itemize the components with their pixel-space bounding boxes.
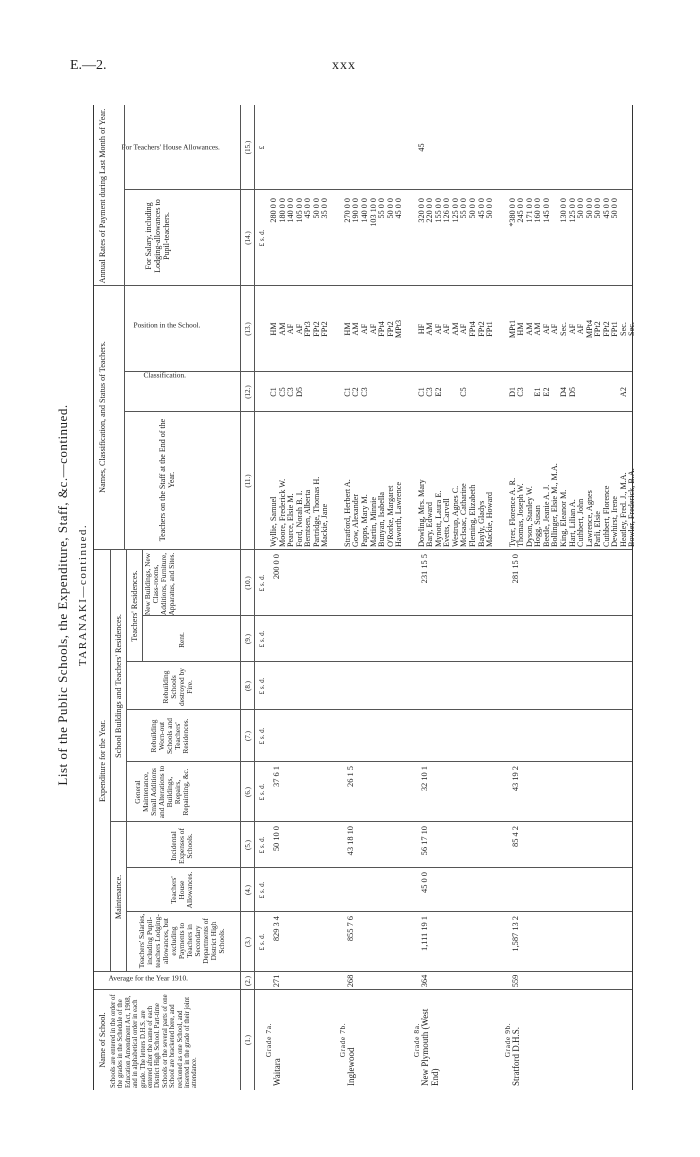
teacher-classification: C3 <box>359 387 369 397</box>
units-col4: £ s. d. <box>258 881 266 899</box>
amount-maintenance: 43 19 2 <box>510 766 520 792</box>
teacher-salary: 50 0 0 <box>610 198 620 219</box>
amount-new_buildings: 200 0 0 <box>272 554 281 580</box>
colnum-12: (12.) <box>244 385 252 399</box>
teacher-position: FPt1 <box>485 321 495 337</box>
teacher-classification: C3 <box>286 387 296 397</box>
header-col9: Rent. <box>177 632 186 648</box>
header-expenditure: Expenditure for the Year. <box>98 719 107 803</box>
teacher-position: AM <box>425 322 435 336</box>
teacher-name: Westrup, Agnes C. <box>450 485 460 547</box>
amount-salaries: 829 3 4 <box>272 916 281 942</box>
amount-maintenance: 32 10 1 <box>419 766 429 792</box>
teacher-salary: 190 0 0 <box>351 198 361 223</box>
amount-incidental: 56 17 10 <box>419 826 429 856</box>
teacher-classification: C3 <box>516 387 526 397</box>
header-residences: Teachers' Residences. <box>130 570 139 642</box>
teacher-salary: 320 0 0 <box>416 198 426 223</box>
grade-label: Grade 7b. <box>337 1022 347 1058</box>
teacher-name: Haworth, Lawrence <box>394 481 404 547</box>
teacher-name: Dyson, Stanley W. <box>524 486 534 547</box>
teacher-name: Fleming, Elizabeth <box>468 484 477 547</box>
teacher-name: Tyrer, Florence A. R. <box>507 477 517 547</box>
teacher-name: Cuthbert, Florence <box>601 485 611 547</box>
teacher-salary: 125 0 0 <box>450 198 460 223</box>
header-col12: Classification. <box>143 370 186 380</box>
teacher-name: Partridge, Thomas H. <box>311 476 321 547</box>
teacher-salary: 55 0 0 <box>377 198 387 219</box>
teacher-name: Parli, Elsie <box>593 511 603 547</box>
teacher-salary: 140 0 0 <box>359 198 369 223</box>
colnum-7: (7.) <box>244 731 252 741</box>
average-attendance: 364 <box>419 974 429 988</box>
teacher-salary: 45 0 0 <box>394 198 404 219</box>
amount-incidental: 43 18 10 <box>345 826 355 856</box>
teacher-position: AF <box>576 323 586 335</box>
teacher-position: FPt2 <box>320 321 330 337</box>
teacher-position: FPt1 <box>610 321 620 337</box>
teacher-name: Dewhirst, Irene <box>610 496 620 547</box>
header-col4: Teachers' House Allowances. <box>169 871 194 909</box>
school-name: Inglewood <box>345 1047 356 1086</box>
teacher-position: Sec. <box>558 322 568 336</box>
average-attendance: 559 <box>510 974 520 988</box>
teacher-classification: D5 <box>567 387 577 398</box>
page-number: xxx <box>332 58 356 73</box>
teacher-name: O'Rorke, Margaret <box>385 485 395 547</box>
colnum-1: (1.) <box>244 1035 252 1045</box>
teacher-classification: E1 <box>533 387 543 397</box>
colnum-3: (3.) <box>244 937 252 947</box>
teacher-salary: 105 0 0 <box>294 198 304 223</box>
school-name: Waitara <box>272 1058 282 1086</box>
teacher-position: AF <box>368 323 378 335</box>
teacher-salary: 50 0 0 <box>468 198 477 219</box>
amount-maintenance: 37 6 1 <box>272 766 281 787</box>
teacher-name: Moore, Frederick W. <box>277 478 287 547</box>
teacher-salary: 126 0 0 <box>442 198 452 223</box>
teacher-salary: 35 0 0 <box>320 198 330 219</box>
amount-salaries: 1,587 13 2 <box>510 916 520 952</box>
teacher-salary: 145 0 0 <box>541 198 551 223</box>
header-school: Name of School. <box>98 1012 107 1068</box>
amount-incidental: 50 10 0 <box>272 826 281 852</box>
teacher-name: Evetts, Carvell <box>442 498 452 547</box>
teacher-position: HM <box>269 322 278 336</box>
teacher-position: AF <box>286 323 296 335</box>
teacher-position: Sec. <box>627 322 637 336</box>
teacher-name: Lawrence, Agnes <box>584 490 594 547</box>
colnum-9: (9.) <box>244 634 252 644</box>
average-attendance: 268 <box>345 974 355 988</box>
teacher-position: AM <box>351 322 361 336</box>
teacher-name: Stratford, Herbert A. <box>342 479 352 547</box>
teacher-salary: 45 0 0 <box>601 198 611 219</box>
teacher-name: Mackie, Jane <box>320 503 330 547</box>
teacher-position: AF <box>294 323 304 335</box>
teacher-house-allowance: 45 <box>416 143 426 152</box>
header-buildings: School Buildings and Teachers' Residences. <box>114 614 123 758</box>
teacher-position: AF <box>459 323 469 335</box>
colnum-2: (2.) <box>244 976 252 986</box>
amount-maintenance: 26 1 5 <box>345 766 355 787</box>
teacher-name: Cuthbert, John <box>576 498 586 547</box>
teacher-name: Papps, Mary M. <box>359 494 369 547</box>
teacher-classification: C5 <box>459 387 469 397</box>
colnum-10: (10.) <box>244 576 252 590</box>
teacher-name: Bary, Edward <box>425 502 435 547</box>
amount-house: 45 0 0 <box>419 872 429 893</box>
teacher-name: Pearce, Elsie M. <box>286 493 296 547</box>
colnum-4: (4.) <box>244 885 252 895</box>
teacher-salary: 55 0 0 <box>459 198 469 219</box>
teacher-salary: 280 0 0 <box>269 198 278 223</box>
units-col15: £ <box>258 145 266 150</box>
units-col14: £ s. d. <box>258 229 266 247</box>
teacher-position: HM <box>516 322 526 336</box>
units-col8: £ s. d. <box>258 677 266 695</box>
teacher-salary: 50 0 0 <box>385 198 395 219</box>
teacher-name: Bunyan, Isabella <box>377 491 387 547</box>
teacher-position: MPt1 <box>507 319 517 339</box>
teacher-salary: *380 0 0 <box>507 198 517 227</box>
colnum-5: (5.) <box>244 840 252 850</box>
teacher-position: HF <box>416 323 426 335</box>
teacher-name: Martin, Minnie <box>368 496 378 547</box>
units-col3: £ s. d. <box>258 933 266 951</box>
teacher-salary: 45 0 0 <box>476 198 486 219</box>
teacher-position: FPt2 <box>385 321 395 337</box>
teacher-classification: C5 <box>277 387 287 397</box>
colnum-15: (15.) <box>244 140 252 155</box>
grade-label: Grade 8a. <box>411 1022 421 1058</box>
teacher-position: HM <box>342 322 352 336</box>
teacher-position: AM <box>524 322 534 336</box>
teacher-name: Mackie, Howard <box>485 491 495 547</box>
teacher-position: AF <box>442 323 452 335</box>
units-col9: £ s. d. <box>258 630 266 648</box>
teacher-salary: 245 0 0 <box>516 198 526 223</box>
teacher-classification: D4 <box>558 387 568 398</box>
units-col7: £ s. d. <box>258 727 266 745</box>
header-school-note: Schools are entered in the order of the grades in the Schedule of the Education Amendment Act, 1908, and in alphabetical order in each grade. The letters D.H.S. are entered after the name of each District High School. Part-time Schools or the several parts of one School are bracketed here, and reckoned as one School, and inserted in the grade of their joint attendance. <box>110 994 199 1088</box>
header-names: Names, Classification, and Status of Teachers. <box>98 341 107 493</box>
teacher-position: FPt2 <box>593 321 603 337</box>
school-name: Stratford D.H.S. <box>510 1027 521 1086</box>
teacher-name: Bowler, Frederick, B.A. <box>627 468 637 547</box>
teacher-classification: C1 <box>416 387 426 397</box>
teacher-salary: 270 0 0 <box>342 198 352 223</box>
teacher-classification: E2 <box>541 387 551 397</box>
amount-new_buildings: 231 15 5 <box>419 554 429 584</box>
teacher-salary: 50 0 0 <box>576 198 586 219</box>
teacher-classification: C1 <box>342 387 352 397</box>
teacher-name: Bayly, Gladys <box>476 500 486 547</box>
header-col14: For Salary, including Lodging-allowances to Pupil-teachers. <box>144 199 171 273</box>
teacher-position: FPt2 <box>476 321 486 337</box>
teacher-name: Hogg, Susan <box>533 505 543 547</box>
teacher-name: Gow, Alexander <box>351 493 361 547</box>
header-col5: Incidental Expenses of Schools. <box>169 828 194 864</box>
teacher-name: Hart, Lilian A. <box>567 499 577 547</box>
header-col8: Rebuilding Schools destroyed by Fire. <box>161 668 194 706</box>
teacher-position: AM <box>533 322 543 336</box>
teacher-salary: 125 0 0 <box>567 198 577 223</box>
teacher-classification: E2 <box>433 387 443 397</box>
units-col5: £ s. d. <box>258 836 266 854</box>
teacher-position: AM <box>277 322 287 336</box>
teacher-name: McIsaac, Catharine <box>459 483 469 547</box>
teacher-name: Wyllie, Samuel <box>269 496 278 547</box>
teacher-salary: 160 0 0 <box>533 198 543 223</box>
header-col3: Teachers' Salaries, including Pupil-teachers Lodging-allowances, but excluding Payments to Teachers in Secondary Departments of District High Schools. <box>137 913 226 969</box>
teacher-salary: 50 0 0 <box>311 198 321 219</box>
expenditure-staff-table <box>93 105 637 1090</box>
header-col6: General Maintenance, Small Additions and Alterations to Buildings, Repairs, Repainting, &c. <box>133 765 190 819</box>
teacher-name: Berntsen, Alberta <box>303 489 313 547</box>
teacher-salary: 140 0 0 <box>286 198 296 223</box>
teacher-classification: C1 <box>269 387 278 397</box>
units-col6: £ s. d. <box>258 783 266 801</box>
teacher-position: FPt3 <box>303 321 313 337</box>
colnum-14: (14.) <box>244 231 252 245</box>
rotated-table-sheet <box>45 90 645 1100</box>
teacher-salary: 50 0 0 <box>485 198 495 219</box>
colnum-13: (13.) <box>244 322 252 336</box>
teacher-name: Beetle, Jeanie A. J. <box>541 484 551 547</box>
teacher-classification: D5 <box>294 387 304 398</box>
teacher-position: FPt4 <box>468 321 477 337</box>
header-annual: Annual Rates of Payment during Last Month of Year. <box>98 108 107 284</box>
teacher-salary: 50 0 0 <box>593 198 603 219</box>
grade-label: Grade 7a. <box>264 1022 273 1058</box>
header-col15: For Teachers' House Allowances. <box>121 142 220 152</box>
teacher-salary: 130 0 0 <box>558 198 568 223</box>
average-attendance: 271 <box>272 974 281 988</box>
teacher-position: FPt2 <box>311 321 321 337</box>
page-subtitle: TARANAKI—continued. <box>77 523 89 667</box>
teacher-name: Heatley, Fred. J., M.A. <box>618 472 628 547</box>
page-code: E.—2. <box>70 58 107 73</box>
header-average: Average for the Year 1910. <box>108 973 188 983</box>
amount-salaries: 1,111 19 1 <box>419 916 429 951</box>
teacher-salary: 171 0 0 <box>524 198 534 223</box>
teacher-position: AM <box>450 322 460 336</box>
school-name: New Plymouth (West End) <box>419 1008 440 1086</box>
teacher-name: Bollinger, Elsie M., M.A. <box>550 463 560 547</box>
header-col11: Teachers on the Staff at the End of the Year. <box>158 418 176 542</box>
teacher-classification: C3 <box>425 387 435 397</box>
teacher-position: AF <box>433 323 443 335</box>
header-maintenance: Maintenance. <box>114 874 123 920</box>
colnum-8: (8.) <box>244 681 252 691</box>
teacher-classification: A2 <box>618 387 628 398</box>
colnum-6: (6.) <box>244 787 252 797</box>
teacher-salary: 180 0 0 <box>277 198 287 223</box>
units-col10: £ s. d. <box>258 574 266 592</box>
colnum-11: (11.) <box>244 474 252 488</box>
teacher-salary: 50 0 0 <box>584 198 594 219</box>
teacher-position: AF <box>541 323 551 335</box>
amount-salaries: 855 7 6 <box>345 916 355 942</box>
teacher-salary: 220 0 0 <box>425 198 435 223</box>
teacher-name: Dowling, Mrs. Mary <box>416 479 426 547</box>
grade-label: Grade 9b. <box>502 1022 512 1058</box>
teacher-classification: D1 <box>507 387 517 398</box>
teacher-salary: 155 0 0 <box>433 198 443 223</box>
teacher-position: Sec. <box>618 322 628 336</box>
teacher-classification: C2 <box>351 387 361 397</box>
header-col13: Position in the School. <box>133 320 201 330</box>
teacher-position: AF <box>359 323 369 335</box>
header-col7: Rebuilding Worn-out Schools and Teachers' Residences. <box>149 718 190 754</box>
teacher-salary: 103 10 0 <box>368 198 378 227</box>
teacher-name: Mynott, Laura E. <box>433 490 443 547</box>
teacher-position: AF <box>567 323 577 335</box>
teacher-position: MPt3 <box>394 319 404 339</box>
teacher-position: MPt4 <box>584 319 594 339</box>
teacher-position: FPt2 <box>601 321 611 337</box>
header-col10: New Buildings, New Class-rooms, Additions, Furniture, Apparatus, and Sites. <box>143 552 176 616</box>
teacher-name: King, Eleanor M. <box>558 489 568 547</box>
amount-incidental: 85 4 2 <box>510 826 520 847</box>
teacher-salary: 45 0 0 <box>303 198 313 219</box>
teacher-name: Thomas, Joseph W. <box>516 483 526 547</box>
teacher-name: Ford, Norah B. I. <box>294 490 304 547</box>
teacher-position: AF <box>550 323 560 335</box>
page-title: List of the Public Schools, the Expenditure, Staff, &c.—continued. <box>55 404 70 786</box>
amount-new_buildings: 281 15 0 <box>510 554 520 584</box>
teacher-position: FPt4 <box>377 321 387 337</box>
